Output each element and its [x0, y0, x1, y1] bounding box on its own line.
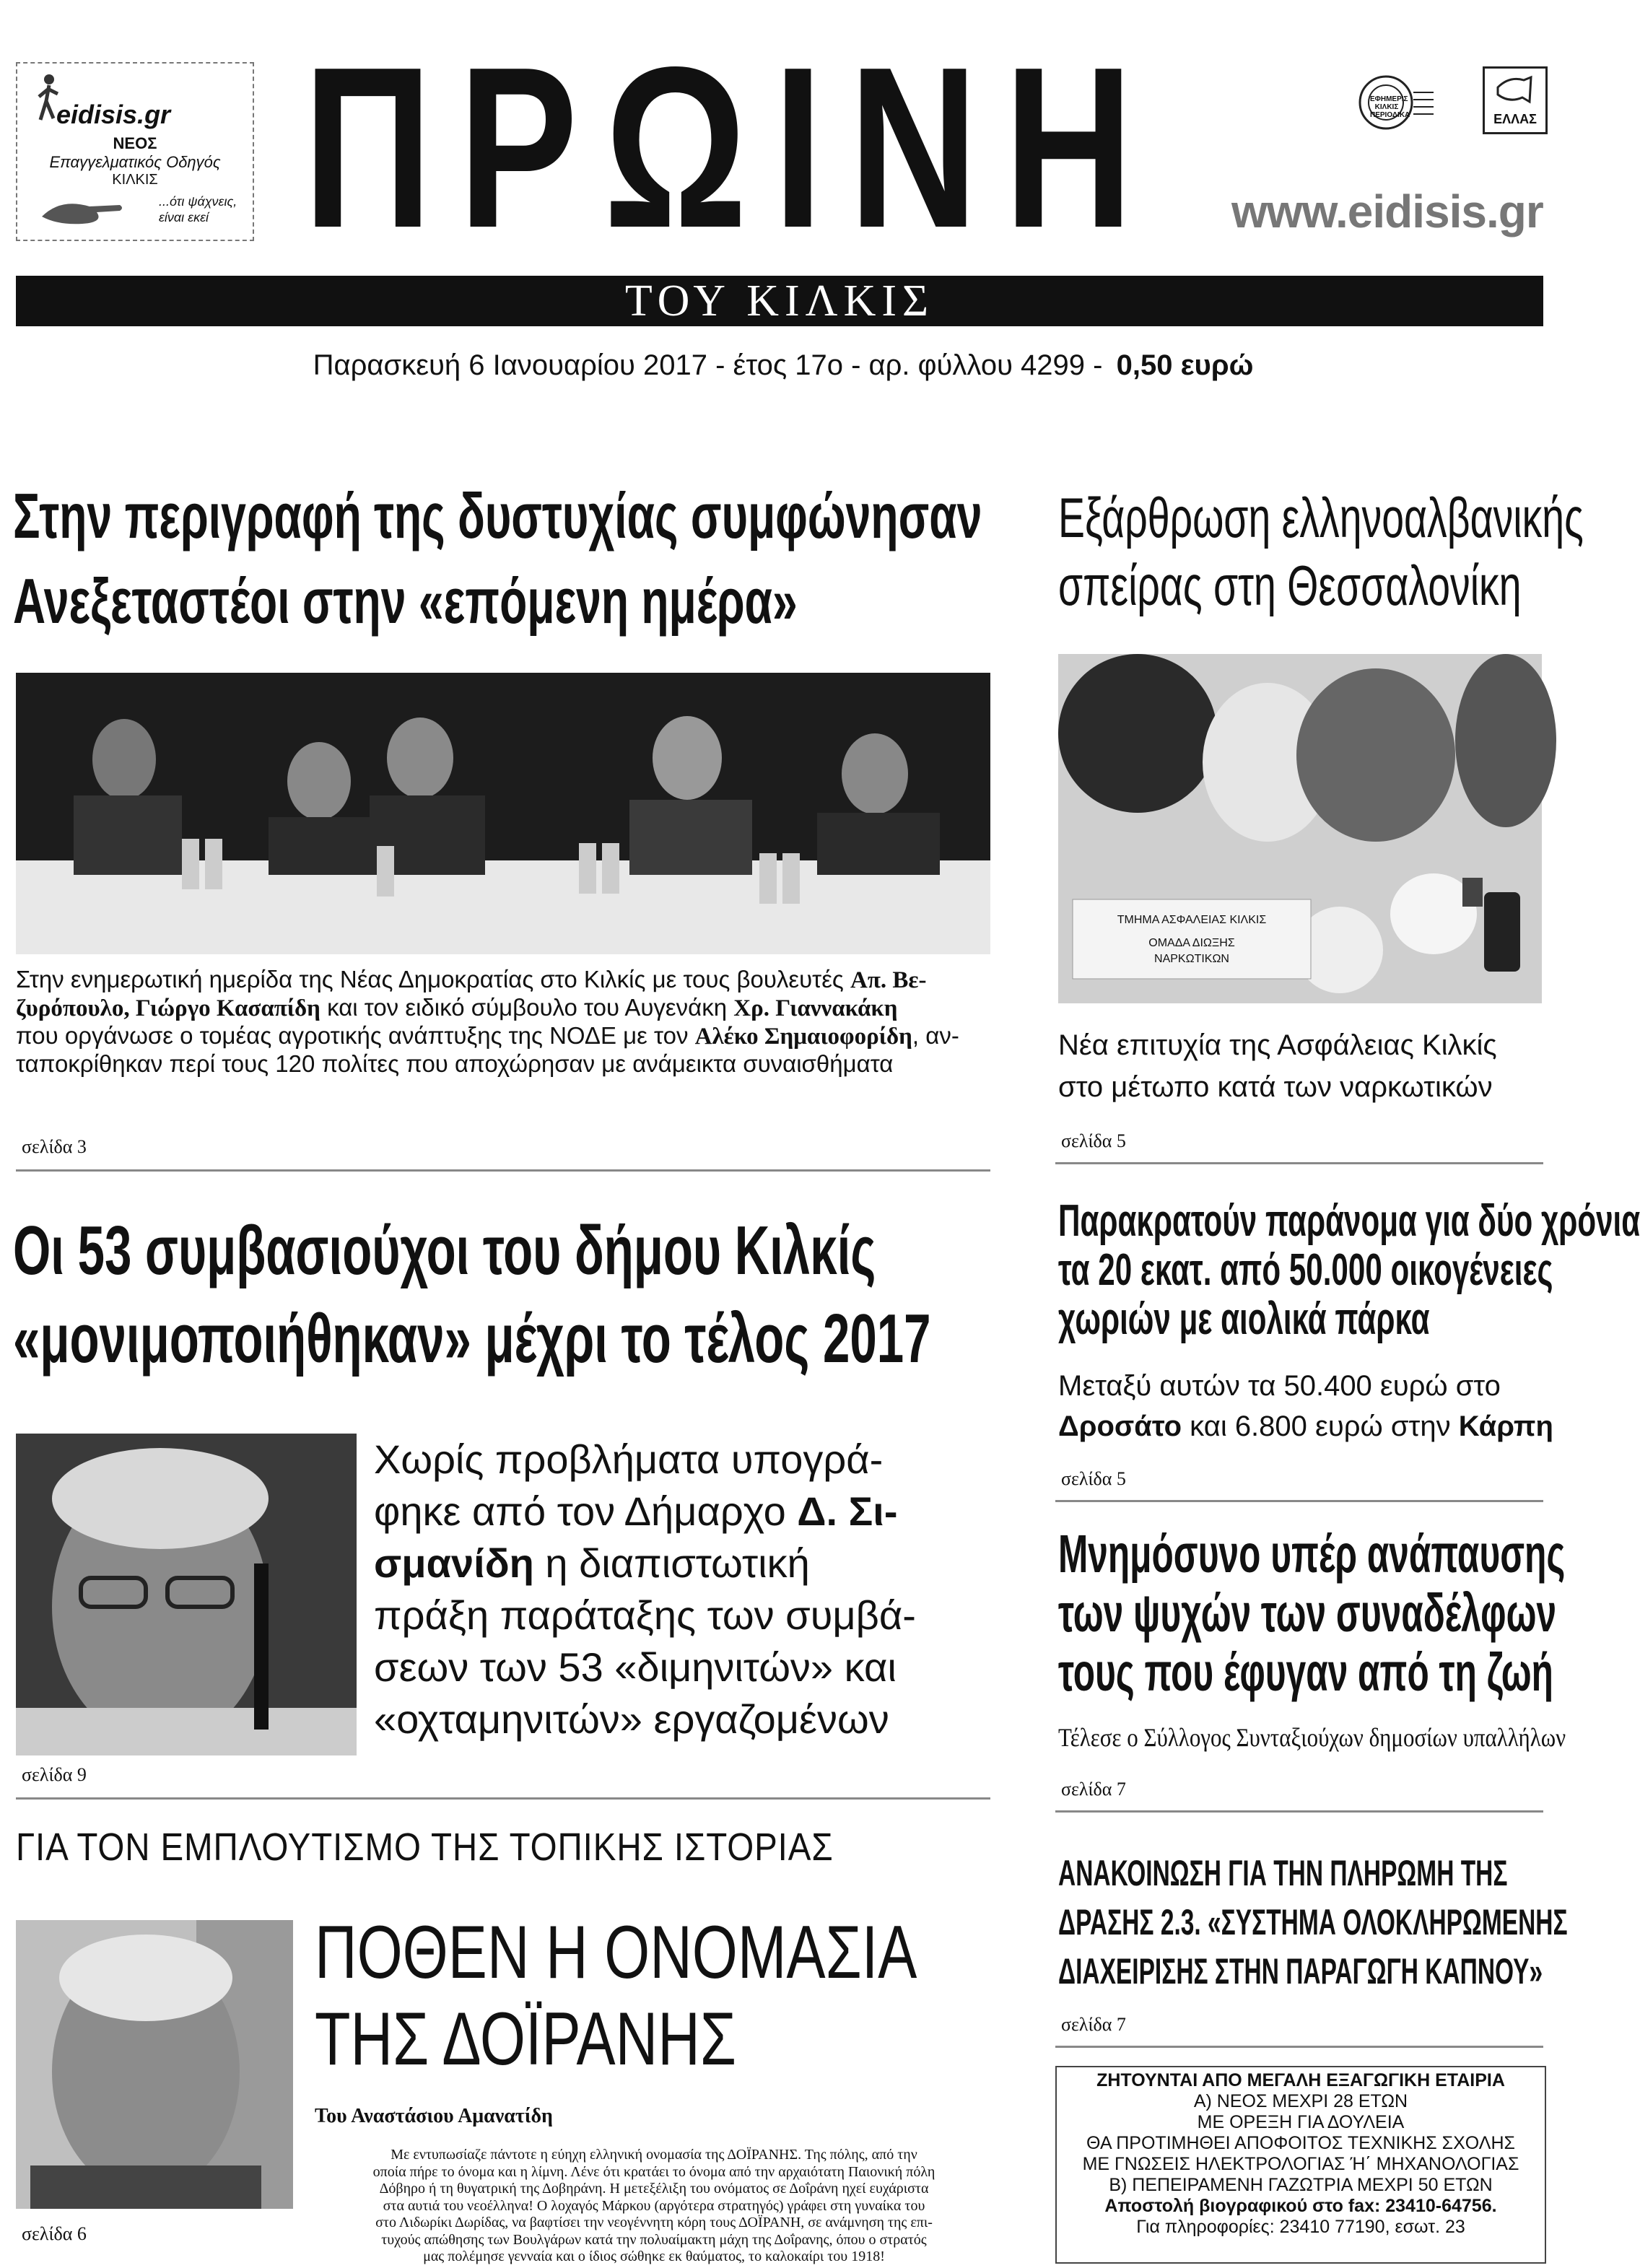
- intro-line: Χωρίς προβλήματα υπογρά-: [374, 1436, 884, 1482]
- caption-part: , αν-: [912, 1022, 959, 1049]
- story4-summary-1: Μεταξύ αυτών τα 50.400 ευρώ στο: [1058, 1370, 1501, 1402]
- caption-part: που οργάνωσε ο τομέας αγροτικής ανάπτυξης της ΝΟΔΕ με τον: [16, 1022, 695, 1049]
- story3-intro: [374, 1434, 987, 1745]
- story6-byline: Του Αναστάσιου Αμανατίδη: [315, 2105, 553, 2127]
- pointing-hand-icon: [39, 191, 126, 227]
- stamp-hellas: [1483, 66, 1548, 134]
- body-line: Δόβηρο ή τη θυγατρική της Δοβηράνη. Η μετεξέλιξη του ονόματος σε Δοΐράνη ηχεί ευχάριστα: [379, 2181, 929, 2197]
- story1-page-ref[interactable]: σελίδα 3: [22, 1136, 87, 1157]
- postage-stamp: [1357, 71, 1435, 136]
- ad-line: ΜΕ ΓΝΩΣΕΙΣ ΗΛΕΚΤΡΟΛΟΓΙΑΣ Ή΄ ΜΗΧΑΝΟΛΟΓΙΑΣ: [1082, 2154, 1519, 2174]
- body-line: τυχούς απώθησης των Βουλγάρων κατά την πολυαίμακτη μάχη της Δοΐρανης, όπου ο στρατός: [381, 2231, 927, 2248]
- divider: [16, 1169, 990, 1172]
- story7-headline-1[interactable]: ΑΝΑΚΟΙΝΩΣΗ ΓΙΑ ΤΗΝ ΠΛΗΡΩΜΗ ΤΗΣ: [1058, 1853, 1508, 1893]
- intro-name: Δ. Σι-: [797, 1488, 898, 1534]
- caption-part: και τον ειδικό σύμβουλο του Αυγενάκη: [320, 994, 734, 1021]
- caption-part: ταποκρίθηκαν περί τους 120 πολίτες που αποχώρησαν με ανάμεικτα συναισθήματα: [16, 1050, 894, 1077]
- story2-summary-2: στο μέτωπο κατά των ναρκωτικών: [1058, 1071, 1493, 1103]
- ad-line: ΜΕ ΟΡΕΞΗ ΓΙΑ ΔΟΥΛΕΙΑ: [1197, 2112, 1405, 2132]
- story7-headline-3[interactable]: ΔΙΑΧΕΙΡΙΣΗΣ ΣΤΗΝ ΠΑΡΑΓΩΓΗ ΚΑΠΝΟΥ»: [1058, 1951, 1543, 1992]
- photo-sign-line1: ΤΜΗΜΑ ΑΣΦΑΛΕΙΑΣ ΚΙΛΚΙΣ: [1117, 914, 1267, 926]
- stamp-text: ΕΦΗΜΕΡΙΣ ΚΙΛΚΙΣ ΠΕΡΙΟΔΙΚΑ: [1370, 95, 1410, 119]
- logo-line3: ΚΙΛΚΙΣ: [112, 172, 158, 188]
- ad-line: Για πληροφορίες: 23410 77190, εσωτ. 23: [1136, 2217, 1465, 2237]
- summary-part: και 6.800 ευρώ στην: [1182, 1410, 1459, 1442]
- intro-line: σεων των 53 «διμηνιτών» και: [374, 1644, 897, 1690]
- ad-line: ΖΗΤΟΥΝΤΑΙ ΑΠΟ ΜΕΓΑΛΗ ΕΞΑΓΩΓΙΚΗ ΕΤΑΙΡΙΑ: [1096, 2070, 1505, 2090]
- issue-price: 0,50 ευρώ: [1116, 349, 1254, 381]
- divider: [1055, 1162, 1543, 1164]
- story3-photo[interactable]: [16, 1434, 357, 1755]
- story7-headline-2[interactable]: ΔΡΑΣΗΣ 2.3. «ΣΥΣΤΗΜΑ ΟΛΟΚΛΗΡΩΜΕΝΗΣ: [1058, 1902, 1568, 1942]
- issue-line: [0, 349, 1566, 382]
- caption-name: Χρ. Γιαννακάκη: [733, 995, 898, 1021]
- story3-page-ref[interactable]: σελίδα 9: [22, 1764, 87, 1785]
- ad-line: Β) ΠΕΠΕΙΡΑΜΕΝΗ ΓΑΖΩΤΡΙΑ ΜΕΧΡΙ 50 ΕΤΩΝ: [1109, 2175, 1493, 2195]
- issue-info: Παρασκευή 6 Ιανουαρίου 2017 - έτος 17ο - αρ. φύλλου 4299 -: [313, 349, 1103, 381]
- story4-headline-1[interactable]: Παρακρατούν παράνομα για δύο χρόνια: [1058, 1196, 1640, 1246]
- intro-part: φηκε από τον Δήμαρχο: [374, 1488, 798, 1534]
- ad-line: ΘΑ ΠΡΟΤΙΜΗΘΕΙ ΑΠΟΦΟΙΤΟΣ ΤΕΧΝΙΚΗΣ ΣΧΟΛΗΣ: [1086, 2133, 1515, 2153]
- story7-page-ref[interactable]: σελίδα 7: [1061, 2014, 1126, 2035]
- stamp-hellas-text: ΕΛΛΑΣ: [1493, 112, 1537, 126]
- masthead-title: ΠΡΩΙΝΗ: [303, 19, 1159, 276]
- intro-line: [374, 1486, 987, 1538]
- story6-photo[interactable]: [16, 1920, 293, 2209]
- story1-headline-1[interactable]: Στην περιγραφή της δυστυχίας συμφώνησαν: [13, 480, 982, 551]
- story4-headline-2[interactable]: τα 20 εκατ. από 50.000 οικογένειες: [1058, 1245, 1553, 1295]
- logo-box[interactable]: [16, 62, 254, 241]
- divider: [1055, 1500, 1543, 1502]
- story2-photo[interactable]: [1058, 654, 1542, 1003]
- story5-headline-2[interactable]: των ψυχών των συναδέλφων: [1058, 1583, 1557, 1643]
- story4-summary-2: [1058, 1410, 1553, 1443]
- story6-body: [315, 2147, 993, 2266]
- story2-headline-1[interactable]: Εξάρθρωση ελληνοαλβανικής: [1058, 486, 1584, 549]
- story1-photo[interactable]: [16, 673, 990, 954]
- caption-name: Απ. Βε-: [850, 967, 927, 993]
- story4-headline-3[interactable]: χωριών με αιολικά πάρκα: [1058, 1294, 1430, 1344]
- story6-headline-1[interactable]: ΠΟΘΕΝ Η ΟΝΟΜΑΣΙΑ: [315, 1911, 917, 1994]
- story5-page-ref[interactable]: σελίδα 7: [1061, 1779, 1126, 1800]
- caption-part: Στην ενημερωτική ημερίδα της Νέας Δημοκρατίας στο Κιλκίς με τους βουλευτές: [16, 966, 850, 993]
- intro-part: η διαπιστωτική: [533, 1540, 810, 1586]
- story6-headline-2[interactable]: ΤΗΣ ΔΟΪΡΑΝΗΣ: [315, 1997, 736, 2081]
- horn-icon: [1495, 73, 1534, 109]
- body-line: Με εντυπωσίαζε πάντοτε η εύηχη ελληνική ονομασία της ΔΟΪΡΑΝΗΣ. Της πόλης, από την: [391, 2147, 917, 2163]
- body-line: μας πολέμησε γενναία και ο ίδιος σώθηκε εκ θαύματος, το καλοκαίρι του 1918!: [423, 2249, 885, 2264]
- story5-headline-3[interactable]: τους που έφυγαν από τη ζωή: [1058, 1642, 1553, 1702]
- caption-name: Αλέκο Σημαιοφορίδη: [694, 1024, 912, 1050]
- story1-caption: [16, 966, 990, 1078]
- story2-page-ref[interactable]: σελίδα 5: [1061, 1130, 1126, 1151]
- place-name: Κάρπη: [1458, 1410, 1553, 1442]
- photo-sign-line3: ΝΑΡΚΩΤΙΚΩΝ: [1154, 953, 1229, 965]
- story3-headline-2[interactable]: «μονιμοποιήθηκαν» μέχρι το τέλος 2017: [13, 1300, 931, 1377]
- logo-line1: ΝΕΟΣ: [113, 134, 157, 152]
- intro-name: σμανίδη: [374, 1540, 534, 1586]
- story2-headline-2[interactable]: σπείρας στη Θεσσαλονίκη: [1058, 554, 1522, 617]
- story1-headline-2[interactable]: Ανεξεταστέοι στην «επόμενη ημέρα»: [13, 565, 798, 637]
- story3-headline-1[interactable]: Οι 53 συμβασιούχοι του δήμου Κιλκίς: [13, 1212, 876, 1289]
- story6-page-ref[interactable]: σελίδα 6: [22, 2223, 87, 2244]
- body-line: στα αυτιά του νεοέλληνα! Ο λοχαγός Μάρκου (αργότερα στρατηγός) γράφει στη γυναίκα του: [383, 2197, 925, 2214]
- website-url[interactable]: www.eidisis.gr: [1231, 186, 1543, 237]
- body-line: στο Λιδωρίκι Δωρίδας, να βαφτίσει την νεογέννητη κόρη τους ΔΟΪΡΑΝΗ, σε ανάμνηση της επι-: [375, 2215, 933, 2230]
- ad-line: Α) ΝΕΟΣ ΜΕΧΡΙ 28 ΕΤΩΝ: [1193, 2091, 1408, 2111]
- place-name: Δροσάτο: [1058, 1410, 1182, 1442]
- walker-icon: [33, 72, 62, 123]
- divider: [16, 1797, 990, 1800]
- masthead-subtitle: ΤΟΥ ΚΙΛΚΙΣ: [624, 276, 935, 326]
- story6-kicker: ΓΙΑ ΤΟΝ ΕΜΠΛΟΥΤΙΣΜΟ ΤΗΣ ΤΟΠΙΚΗΣ ΙΣΤΟΡΙΑΣ: [16, 1826, 834, 1869]
- caption-name: ζυρόπουλο, Γιώργο Κασαπίδη: [16, 995, 320, 1021]
- job-ad-box[interactable]: [1055, 2066, 1546, 2264]
- intro-line: «οχταμηνιτών» εργαζομένων: [374, 1696, 889, 1742]
- logo-slogan: ...ότι ψάχνεις, είναι εκεί: [159, 194, 237, 224]
- story5-summary: Τέλεσε ο Σύλλογος Συνταξιούχων δημοσίων υπαλλήλων: [1058, 1723, 1566, 1752]
- divider: [1055, 2046, 1543, 2048]
- logo-line2: Επαγγελματικός Οδηγός: [49, 153, 221, 171]
- story5-headline-1[interactable]: Μνημόσυνο υπέρ ανάπαυσης: [1058, 1524, 1566, 1584]
- story2-summary-1: Νέα επιτυχία της Ασφάλειας Κιλκίς: [1058, 1029, 1497, 1061]
- story4-page-ref[interactable]: σελίδα 5: [1061, 1468, 1126, 1489]
- photo-sign-line2: ΟΜΑΔΑ ΔΙΩΞΗΣ: [1148, 937, 1235, 949]
- ad-line: Αποστολή βιογραφικού στο fax: 23410-64756.: [1104, 2196, 1497, 2216]
- logo-site: eidisis.gr: [56, 100, 171, 129]
- masthead-bar: [16, 276, 1543, 326]
- intro-line: πράξη παράταξης των συμβά-: [374, 1592, 916, 1638]
- body-line: οποία πήρε το όνομα και η λίμνη. Λένε ότι κρατάει το όνομα από την αρχαιότατη Παιονική πόλη: [372, 2163, 935, 2180]
- intro-line: [374, 1538, 987, 1589]
- divider: [1055, 1810, 1543, 1813]
